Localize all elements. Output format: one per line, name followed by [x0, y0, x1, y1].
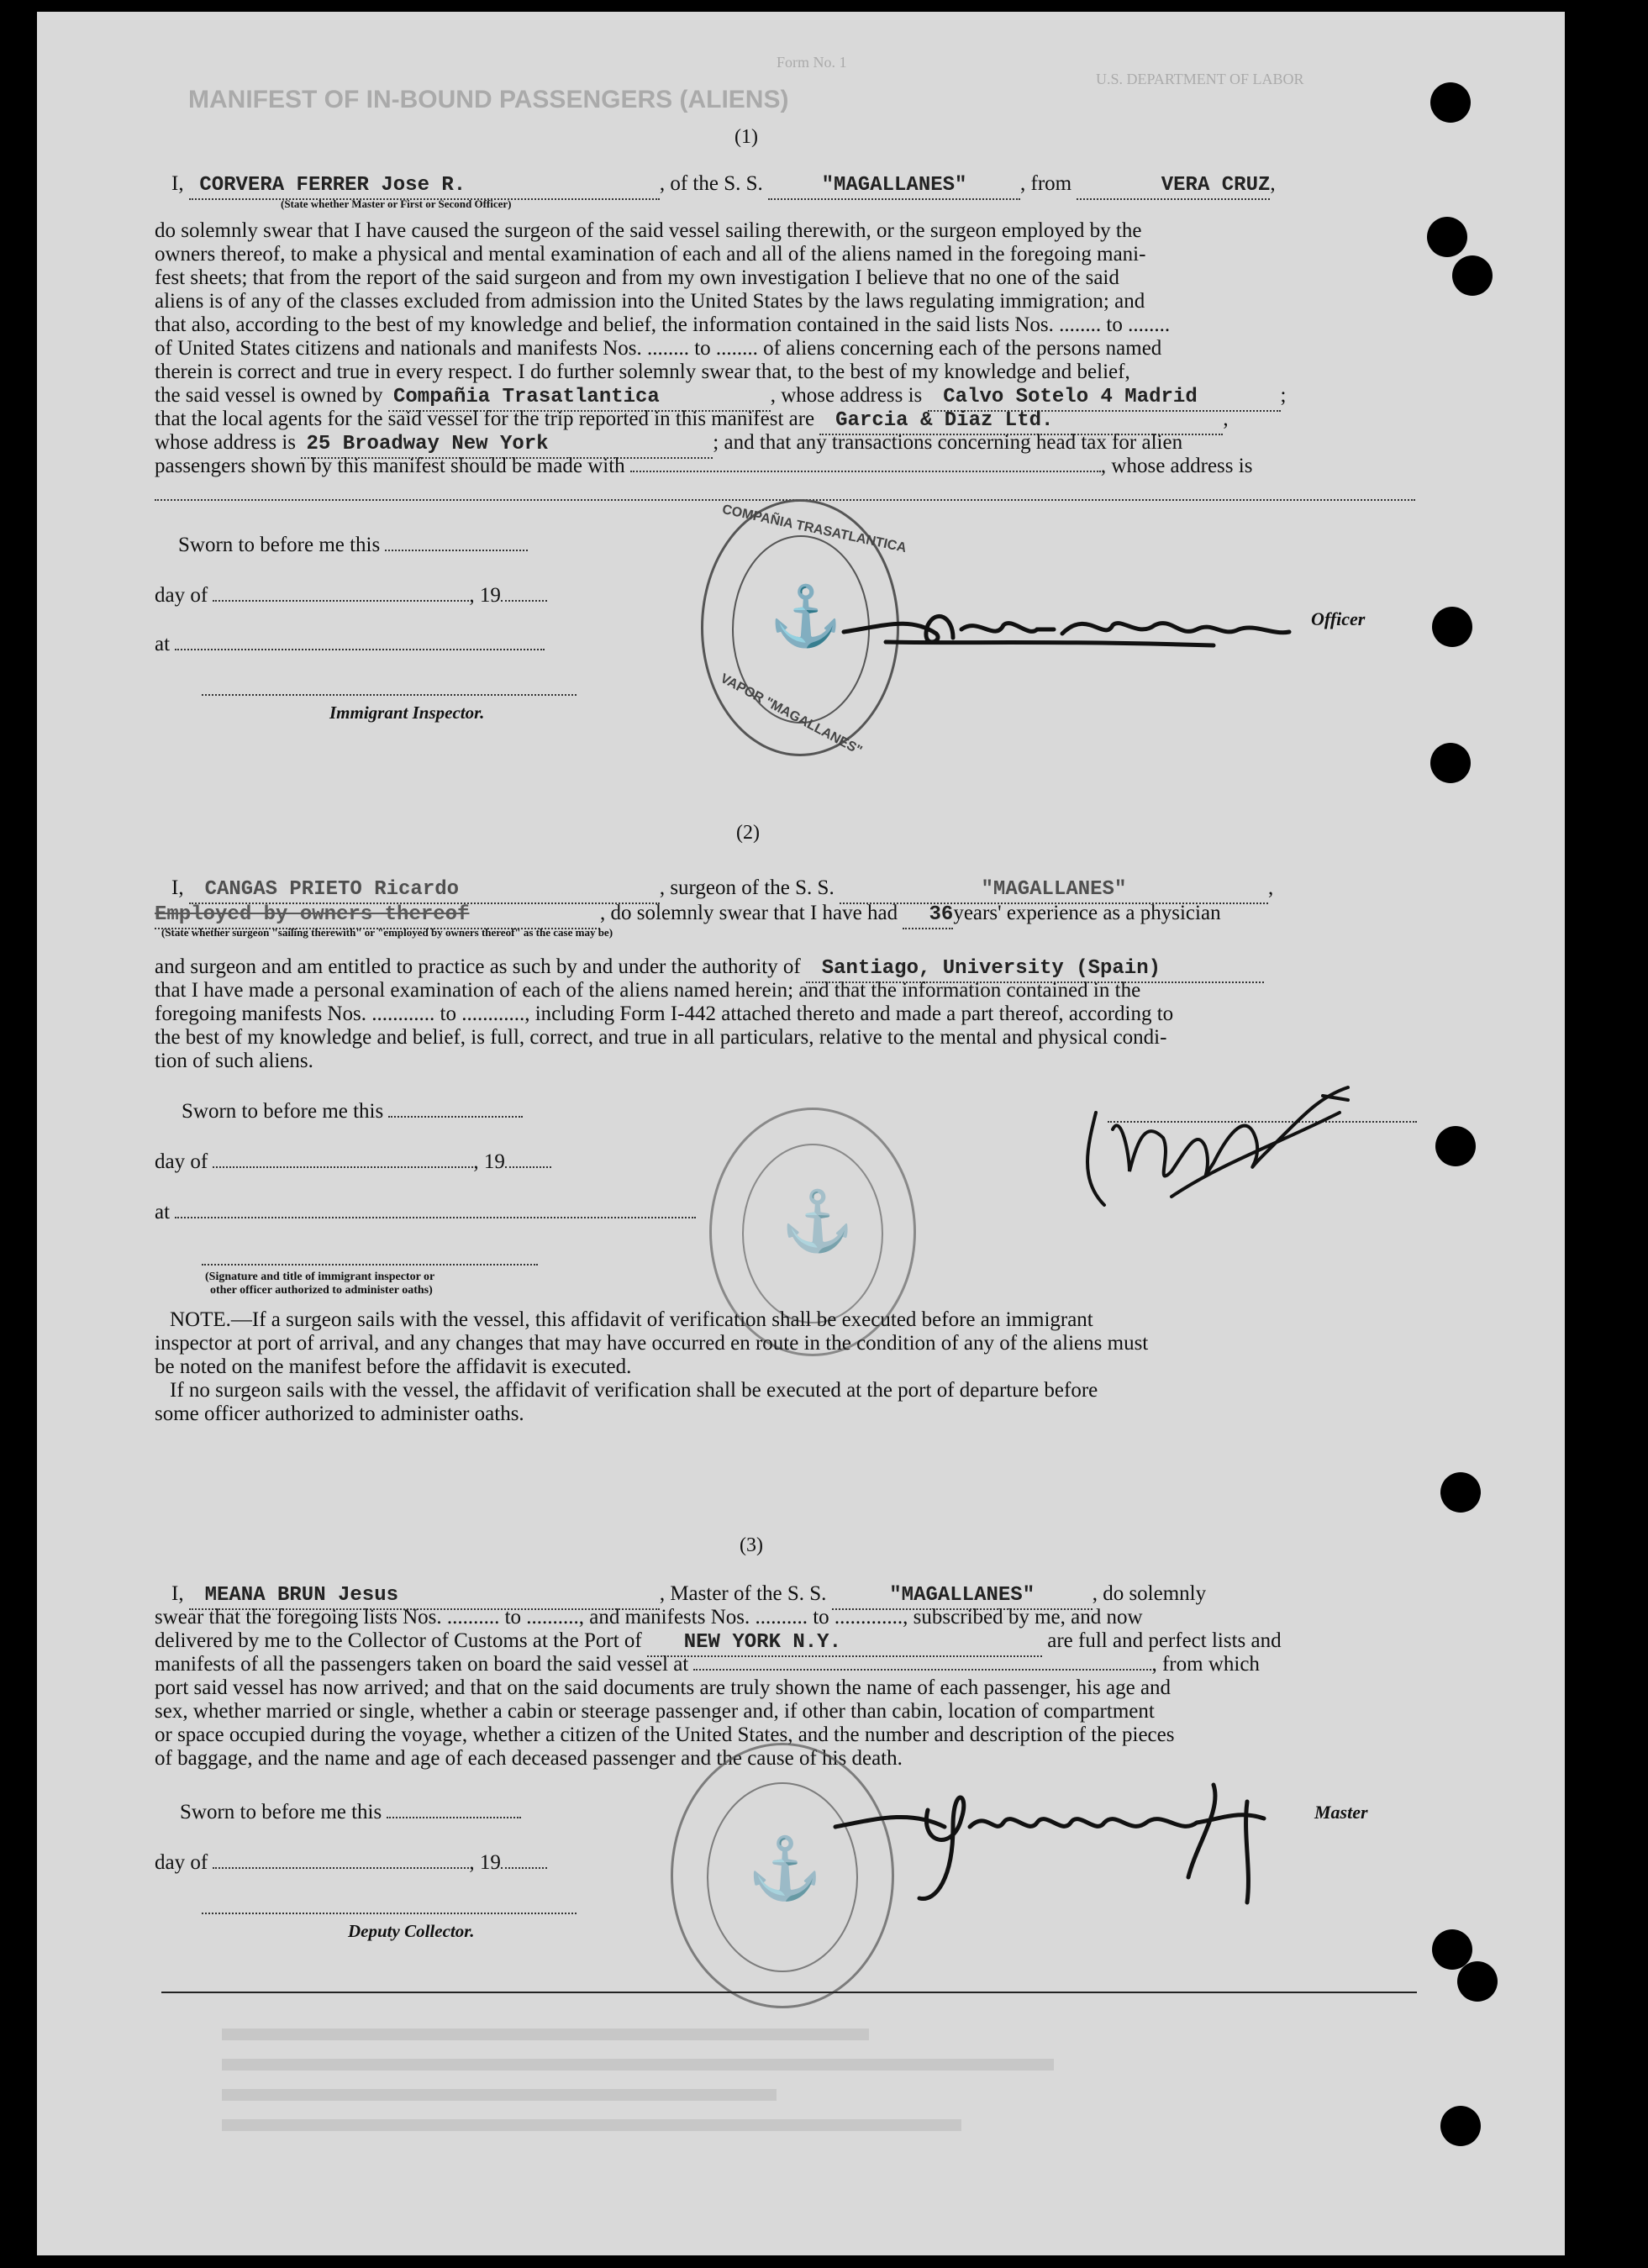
bleed-through: [222, 2029, 1146, 2180]
surgeon-status: Employed by owners thereof: [155, 903, 470, 926]
note-line: If no surgeon sails with the vessel, the affidavit of verification shall be executed at the port of departure before: [170, 1379, 1098, 1402]
body-line: foregoing manifests Nos. ............ to ............, including Form I-442 attached thereto and made a part thereof, according to: [155, 1002, 1174, 1025]
sworn-label: Sworn to before me this: [180, 1801, 382, 1823]
year-prefix: 19: [479, 584, 501, 607]
document-page: [37, 12, 1565, 2255]
year-prefix: 19: [483, 1150, 505, 1173]
arrival-port: NEW YORK N.Y.: [683, 1631, 841, 1654]
signature-caption-2: other officer authorized to administer oaths): [210, 1284, 433, 1297]
faded-dept: U.S. DEPARTMENT OF LABOR: [1096, 71, 1304, 87]
section-3-line-2: swear that the foregoing lists Nos. .......... to .........., and manifests Nos. .......... to ............., subscribed by me, and now: [155, 1606, 1143, 1629]
inspector-signature-line: [202, 694, 577, 696]
master-signature: [827, 1776, 1331, 1911]
at-line-2: [155, 1200, 696, 1225]
punch-hole: [1457, 1961, 1498, 2002]
sworn-label: Sworn to before me this: [182, 1100, 384, 1123]
punch-hole: [1452, 255, 1493, 296]
at-line-1: [155, 632, 545, 657]
section-1-opening: I, CORVERA FERRER Jose R. , of the S. S. "MAGALLANES" , from VERA CRUZ,: [171, 171, 1276, 200]
master-label: Master: [1314, 1802, 1368, 1823]
body-line: aliens is of any of the classes excluded from admission into the United States by the laws regulating immigration; and: [155, 290, 1145, 313]
local-agents: Garcia & Diaz Ltd.: [835, 409, 1054, 432]
section-2-number: (2): [736, 822, 760, 844]
vessel-name-3: "MAGALLANES": [889, 1584, 1035, 1607]
year-prefix: 19: [479, 1851, 501, 1874]
punch-hole: [1430, 743, 1471, 783]
surgeon-signature: [1071, 1062, 1390, 1222]
section-3-line-3: delivered by me to the Collector of Customs at the Port of NEW YORK N.Y. are full and perfect lists and: [155, 1629, 1282, 1657]
faded-header: [188, 54, 1533, 129]
agents-address: 25 Broadway New York: [306, 433, 549, 455]
punch-hole: [1440, 2106, 1481, 2146]
official-signature-line: [202, 1264, 538, 1266]
body-line: of United States citizens and nationals and manifests Nos. ........ to ........ of aliens concerning each of the persons named: [155, 337, 1162, 360]
day-line-1: day of , 19: [155, 583, 547, 608]
vessel-name-2: "MAGALLANES": [981, 878, 1127, 901]
surgeon-status-line: Employed by owners thereof , do solemnly swear that I have had 36years' experience as a physician: [155, 901, 1221, 929]
punch-hole: [1427, 217, 1467, 257]
faded-title: MANIFEST OF IN-BOUND PASSENGERS (ALIENS): [188, 86, 789, 113]
anchor-icon: ⚓: [747, 1835, 823, 1902]
surgeon-name: CANGAS PRIETO Ricardo: [204, 878, 460, 901]
body-line: fest sheets; that from the report of the said surgeon and from my own investigation I believe that no one of the said: [155, 266, 1119, 289]
note-line: NOTE.—If a surgeon sails with the vessel, this affidavit of verification shall be executed before an immigrant: [170, 1308, 1093, 1331]
sworn-line-1: [178, 533, 528, 558]
note-line: some officer authorized to administer oaths.: [155, 1402, 524, 1425]
day-of-label: day of: [155, 1851, 208, 1874]
officer-label: Officer: [1311, 608, 1366, 629]
body-line: do solemnly swear that I have caused the surgeon of the said vessel sailing therewith, or the surgeon employed by the: [155, 219, 1142, 242]
section-3-number: (3): [740, 1534, 763, 1556]
owner-line: the said vessel is owned by Compañia Trasatlantica , whose address is Calvo Sotelo 4 Madrid ;: [155, 383, 1286, 412]
at-label: at: [155, 1201, 171, 1223]
day-line-3: day of , 19: [155, 1850, 547, 1876]
body-line: owners thereof, to make a physical and mental examination of each and all of the aliens named in the foregoing mani-: [155, 243, 1146, 266]
body-line: of baggage, and the name and age of each deceased passenger and the cause of his death.: [155, 1747, 903, 1770]
punch-hole: [1440, 1472, 1481, 1513]
body-line: port said vessel has now arrived; and that on the said documents are truly shown the name of each passenger, his age and: [155, 1676, 1172, 1699]
section-3-line-4: manifests of all the passengers taken on board the said vessel at , from which: [155, 1653, 1260, 1676]
section-2-opening: I, CANGAS PRIETO Ricardo , surgeon of the S. S. "MAGALLANES" ,: [171, 876, 1273, 904]
body-line: therein is correct and true in every respect. I do further solemnly swear that, to the best of my knowledge and belief,: [155, 360, 1130, 383]
practice-authority: Santiago, University (Spain): [821, 957, 1161, 980]
agents-line: that the local agents for the said vessel for the trip reported in this manifest are Garcia & Diaz Ltd. ,: [155, 407, 1229, 435]
head-tax-line: passengers shown by this manifest should be made with , whose address is: [155, 455, 1253, 477]
officer-signature: [835, 592, 1340, 667]
authority-line: and surgeon and am entitled to practice as such by and under the authority of Santiago, University (Spain): [155, 955, 1264, 983]
years-experience: 36: [929, 903, 954, 926]
master-name: MEANA BRUN Jesus: [204, 1584, 399, 1607]
vessel-owner: Compañia Trasatlantica: [392, 386, 660, 408]
owner-address: Calvo Sotelo 4 Madrid: [943, 386, 1198, 408]
immigrant-inspector-label: Immigrant Inspector.: [329, 703, 485, 723]
vessel-name-1: "MAGALLANES": [821, 174, 967, 197]
sworn-label: Sworn to before me this: [178, 534, 381, 556]
body-line: that also, according to the best of my knowledge and belief, the information contained in the said lists Nos. ........ to ........: [155, 313, 1171, 336]
officer-name: CORVERA FERRER Jose R.: [199, 174, 466, 197]
body-line: sex, whether married or single, whether a cabin or steerage passenger and, if other than cabin, location of compartment: [155, 1700, 1155, 1723]
anchor-icon: ⚓: [769, 585, 843, 650]
section-3-opening: I, MEANA BRUN Jesus , Master of the S. S. "MAGALLANES" , do solemnly: [171, 1581, 1206, 1610]
body-line: the best of my knowledge and belief, is full, correct, and true in all particulars, relative to the mental and physical condi-: [155, 1026, 1167, 1049]
stamp-top-text: COMPAÑIA TRASATLANTICA: [720, 502, 908, 556]
signature-caption-1: (Signature and title of immigrant inspector or: [205, 1271, 435, 1283]
punch-hole: [1430, 82, 1471, 123]
officer-name-caption: (State whether Master or First or Second Officer): [281, 197, 512, 210]
sworn-line-3: [180, 1800, 521, 1825]
collector-signature-line: [202, 1913, 577, 1914]
note-line: be noted on the manifest before the affidavit is executed.: [155, 1355, 632, 1378]
day-of-label: day of: [155, 1150, 208, 1173]
deputy-collector-label: Deputy Collector.: [348, 1921, 475, 1941]
at-label: at: [155, 633, 171, 655]
punch-hole: [1435, 1126, 1476, 1166]
body-line: or space occupied during the voyage, whether a citizen of the United States, and the number and description of the pieces: [155, 1723, 1175, 1746]
sworn-line-2: [182, 1099, 523, 1124]
section-1-number: (1): [734, 126, 758, 148]
surgeon-status-caption: (State whether surgeon "sailing therewith" or "employed by owners thereof" as the case may be): [161, 926, 613, 939]
stamp-bottom-text: VAPOR "MAGALLANES": [718, 671, 865, 759]
day-of-label: day of: [155, 584, 208, 607]
anchor-icon: ⚓: [781, 1190, 855, 1255]
note-line: inspector at port of arrival, and any changes that may have occurred en route in the condition of any of the aliens must: [155, 1332, 1149, 1355]
body-line: tion of such aliens.: [155, 1050, 313, 1072]
bottom-rule: [161, 1992, 1417, 1993]
from-port: VERA CRUZ: [1161, 174, 1271, 197]
body-line: that I have made a personal examination of each of the aliens named herein; and that the information contained in the: [155, 979, 1141, 1002]
agents-address-line: whose address is 25 Broadway New York ; and that any transactions concerning head tax for alien: [155, 430, 1182, 459]
punch-hole: [1432, 607, 1472, 647]
faded-form-no: Form No. 1: [777, 54, 847, 71]
day-line-2: day of , 19: [155, 1150, 551, 1175]
